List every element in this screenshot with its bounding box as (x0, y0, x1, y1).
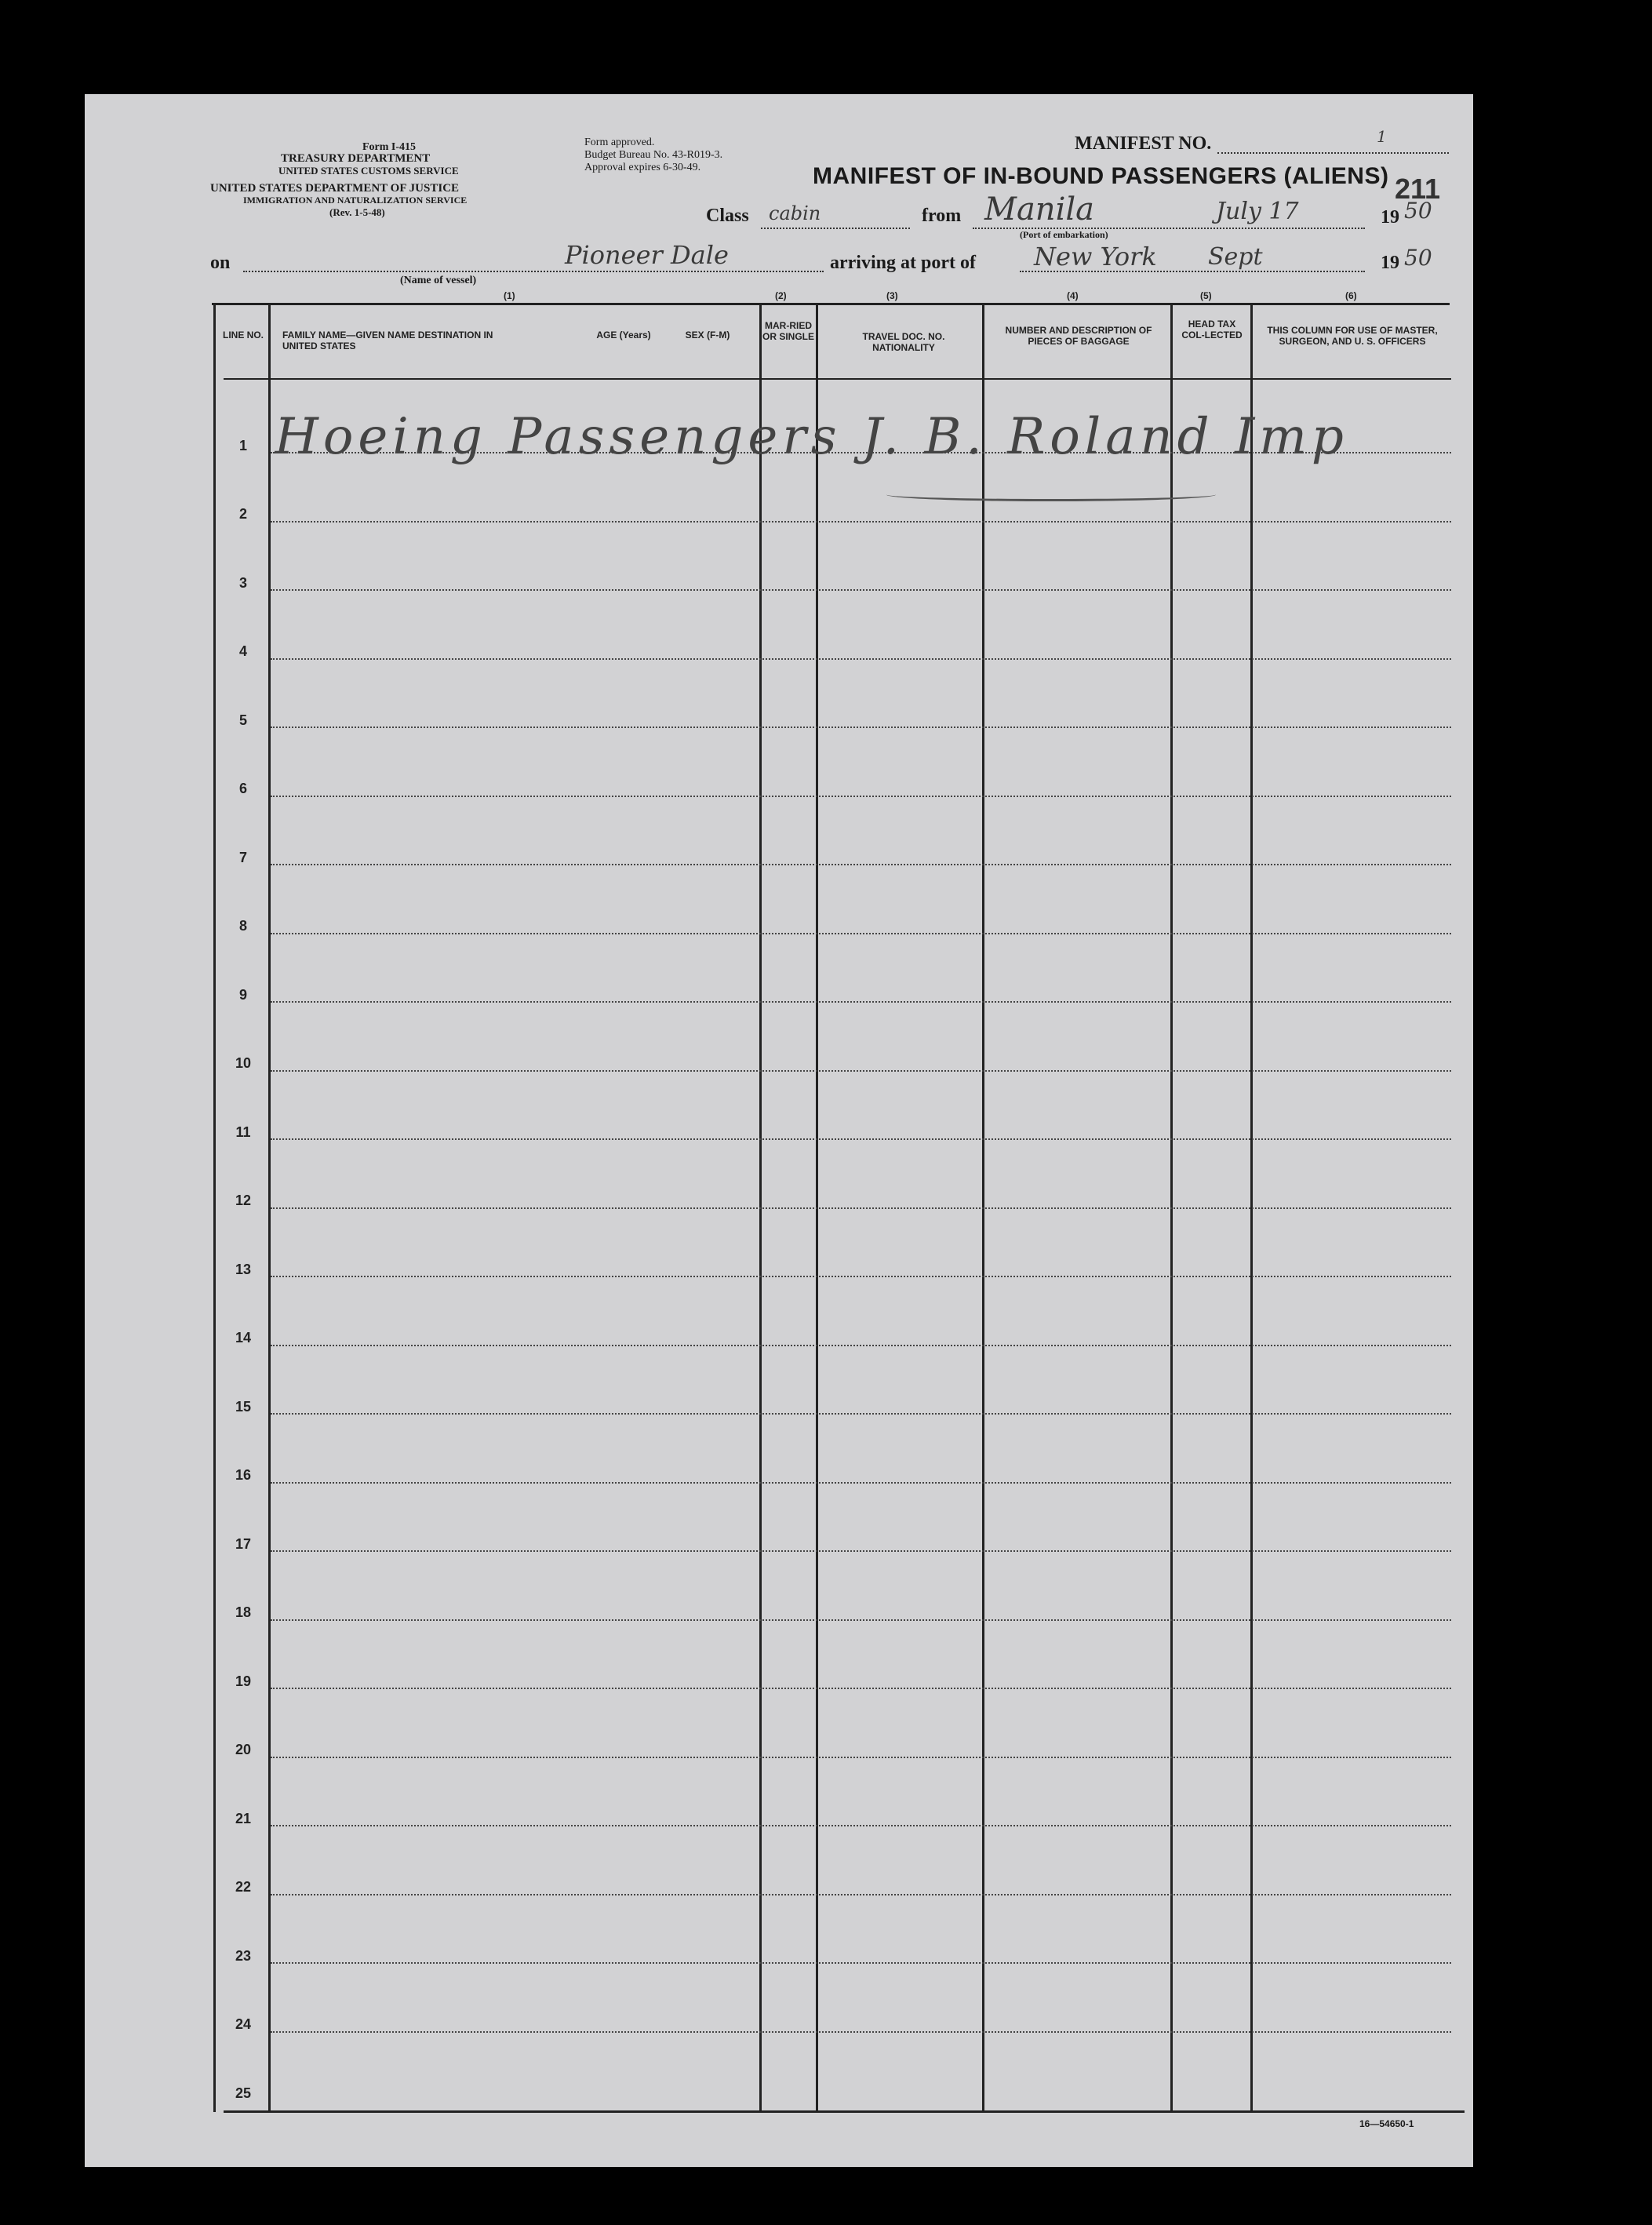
class-value: cabin (769, 202, 821, 224)
table-bottom-border (224, 2110, 1465, 2113)
approval-label: Form approved. (584, 137, 655, 148)
line-number: 14 (235, 1330, 252, 1346)
from-label: from (922, 206, 962, 226)
row-line (271, 1962, 1451, 1964)
table-top-border (212, 303, 1450, 305)
arriving-date: Sept (1208, 243, 1263, 271)
budget-label: Budget Bureau No. 43-R019-3. (584, 149, 723, 161)
row-line (271, 1413, 1451, 1415)
manifest-page (85, 94, 1473, 2167)
ins-label: IMMIGRATION AND NATURALIZATION SERVICE (243, 195, 468, 206)
from-value: Manila (984, 191, 1094, 228)
line-number: 20 (235, 1742, 252, 1757)
header-baggage: NUMBER AND DESCRIPTION OF PIECES OF BAGGAGE (1005, 325, 1152, 347)
row-line (271, 864, 1451, 865)
line-number: 11 (235, 1124, 251, 1140)
revision-label: (Rev. 1-5-48) (329, 206, 385, 218)
column-number: (4) (1067, 290, 1079, 301)
line-number: 16 (235, 1467, 252, 1483)
line-number: 15 (235, 1399, 252, 1415)
row-line (271, 1550, 1451, 1552)
row-line (271, 589, 1451, 591)
row-line (271, 726, 1451, 728)
row-line (271, 933, 1451, 934)
page-number: 211 (1395, 173, 1441, 205)
header-age: AGE (Years) (596, 330, 651, 340)
column-number: (6) (1345, 290, 1357, 301)
column-number: (5) (1200, 290, 1212, 301)
header-head-tax: HEAD TAX COL-LECTED (1181, 319, 1243, 340)
line-number: 23 (235, 1948, 252, 1964)
manifest-no-line (1217, 152, 1449, 154)
header-sex: SEX (F-M) (685, 330, 730, 340)
row-line (271, 521, 1451, 523)
line-number: 9 (238, 987, 247, 1003)
row-line (271, 796, 1451, 797)
arriving-year-prefix: 19 (1381, 253, 1399, 273)
row-line (271, 1894, 1451, 1895)
line-number: 6 (238, 781, 247, 796)
line-number: 25 (235, 2085, 252, 2101)
row-line (271, 1070, 1451, 1072)
line-number: 19 (235, 1673, 252, 1689)
arriving-port: New York (1034, 242, 1157, 271)
row-line (271, 1619, 1451, 1621)
handwriting-flourish (886, 488, 1216, 501)
line-number: 13 (235, 1262, 252, 1277)
form-number: Form I-415 (362, 141, 417, 153)
column-number: (3) (886, 290, 898, 301)
arriving-year-value: 50 (1404, 245, 1432, 271)
departure-date: July 17 (1216, 198, 1299, 225)
arriving-label: arriving at port of (830, 253, 976, 273)
line-number: 12 (235, 1193, 252, 1208)
expiry-label: Approval expires 6-30-49. (584, 162, 701, 173)
vessel-value: Pioneer Dale (565, 240, 729, 270)
line-number: 2 (238, 506, 247, 522)
justice-label: UNITED STATES DEPARTMENT OF JUSTICE (210, 182, 460, 195)
row-line (271, 1757, 1451, 1758)
row-line (271, 1825, 1451, 1826)
line-number: 10 (235, 1055, 252, 1071)
line-number: 8 (238, 918, 247, 934)
manifest-no-label: MANIFEST NO. (1075, 133, 1212, 154)
customs-label: UNITED STATES CUSTOMS SERVICE (278, 165, 459, 177)
row-line (271, 1138, 1451, 1140)
vessel-caption: (Name of vessel) (400, 275, 477, 286)
line-number: 17 (235, 1536, 252, 1552)
manifest-title: MANIFEST OF IN-BOUND PASSENGERS (ALIENS) (813, 163, 1389, 189)
line-number: 24 (235, 2016, 252, 2032)
class-label: Class (706, 206, 749, 226)
footer-code: 16—54650-1 (1359, 2118, 1414, 2129)
line-number: 21 (235, 1811, 252, 1826)
on-label: on (210, 253, 231, 273)
class-year-value: 50 (1404, 198, 1432, 224)
row-line (271, 1001, 1451, 1003)
header-travel-doc: TRAVEL DOC. NO. NATIONALITY (862, 331, 945, 353)
row-line (271, 1482, 1451, 1484)
column-number: (2) (775, 290, 787, 301)
row-line (271, 658, 1451, 660)
header-married: MAR-RIED OR SINGLE (762, 320, 815, 342)
line-number: 18 (235, 1604, 252, 1620)
table-left-border (213, 303, 216, 2112)
column-number: (1) (504, 290, 515, 301)
treasury-label: TREASURY DEPARTMENT (281, 152, 431, 165)
header-bottom-border (224, 378, 1451, 380)
class-line (761, 228, 910, 229)
row-line (271, 1345, 1451, 1346)
row1-handwriting: Hoeing Passengers J. B. Roland Imp (275, 408, 1348, 466)
header-family-name: FAMILY NAME—GIVEN NAME DESTINATION IN UNITED STATES (282, 330, 493, 351)
line-number: 1 (238, 438, 247, 453)
header-line-no: LINE NO. (222, 330, 264, 340)
line-number: 7 (238, 850, 247, 865)
port-caption: (Port of embarkation) (1020, 229, 1108, 240)
row-line (271, 1276, 1451, 1277)
line-number: 5 (238, 712, 247, 728)
manifest-no-value: 1 (1377, 127, 1387, 146)
line-number: 3 (238, 575, 247, 591)
line-number: 4 (238, 643, 247, 659)
class-year-prefix: 19 (1381, 207, 1399, 228)
row-line (271, 1207, 1451, 1209)
header-officers: THIS COLUMN FOR USE OF MASTER, SURGEON, AND U. S. OFFICERS (1267, 325, 1438, 347)
row-line (271, 2031, 1451, 2033)
vessel-line (243, 271, 824, 272)
row-line (271, 1688, 1451, 1689)
line-number: 22 (235, 1879, 252, 1895)
